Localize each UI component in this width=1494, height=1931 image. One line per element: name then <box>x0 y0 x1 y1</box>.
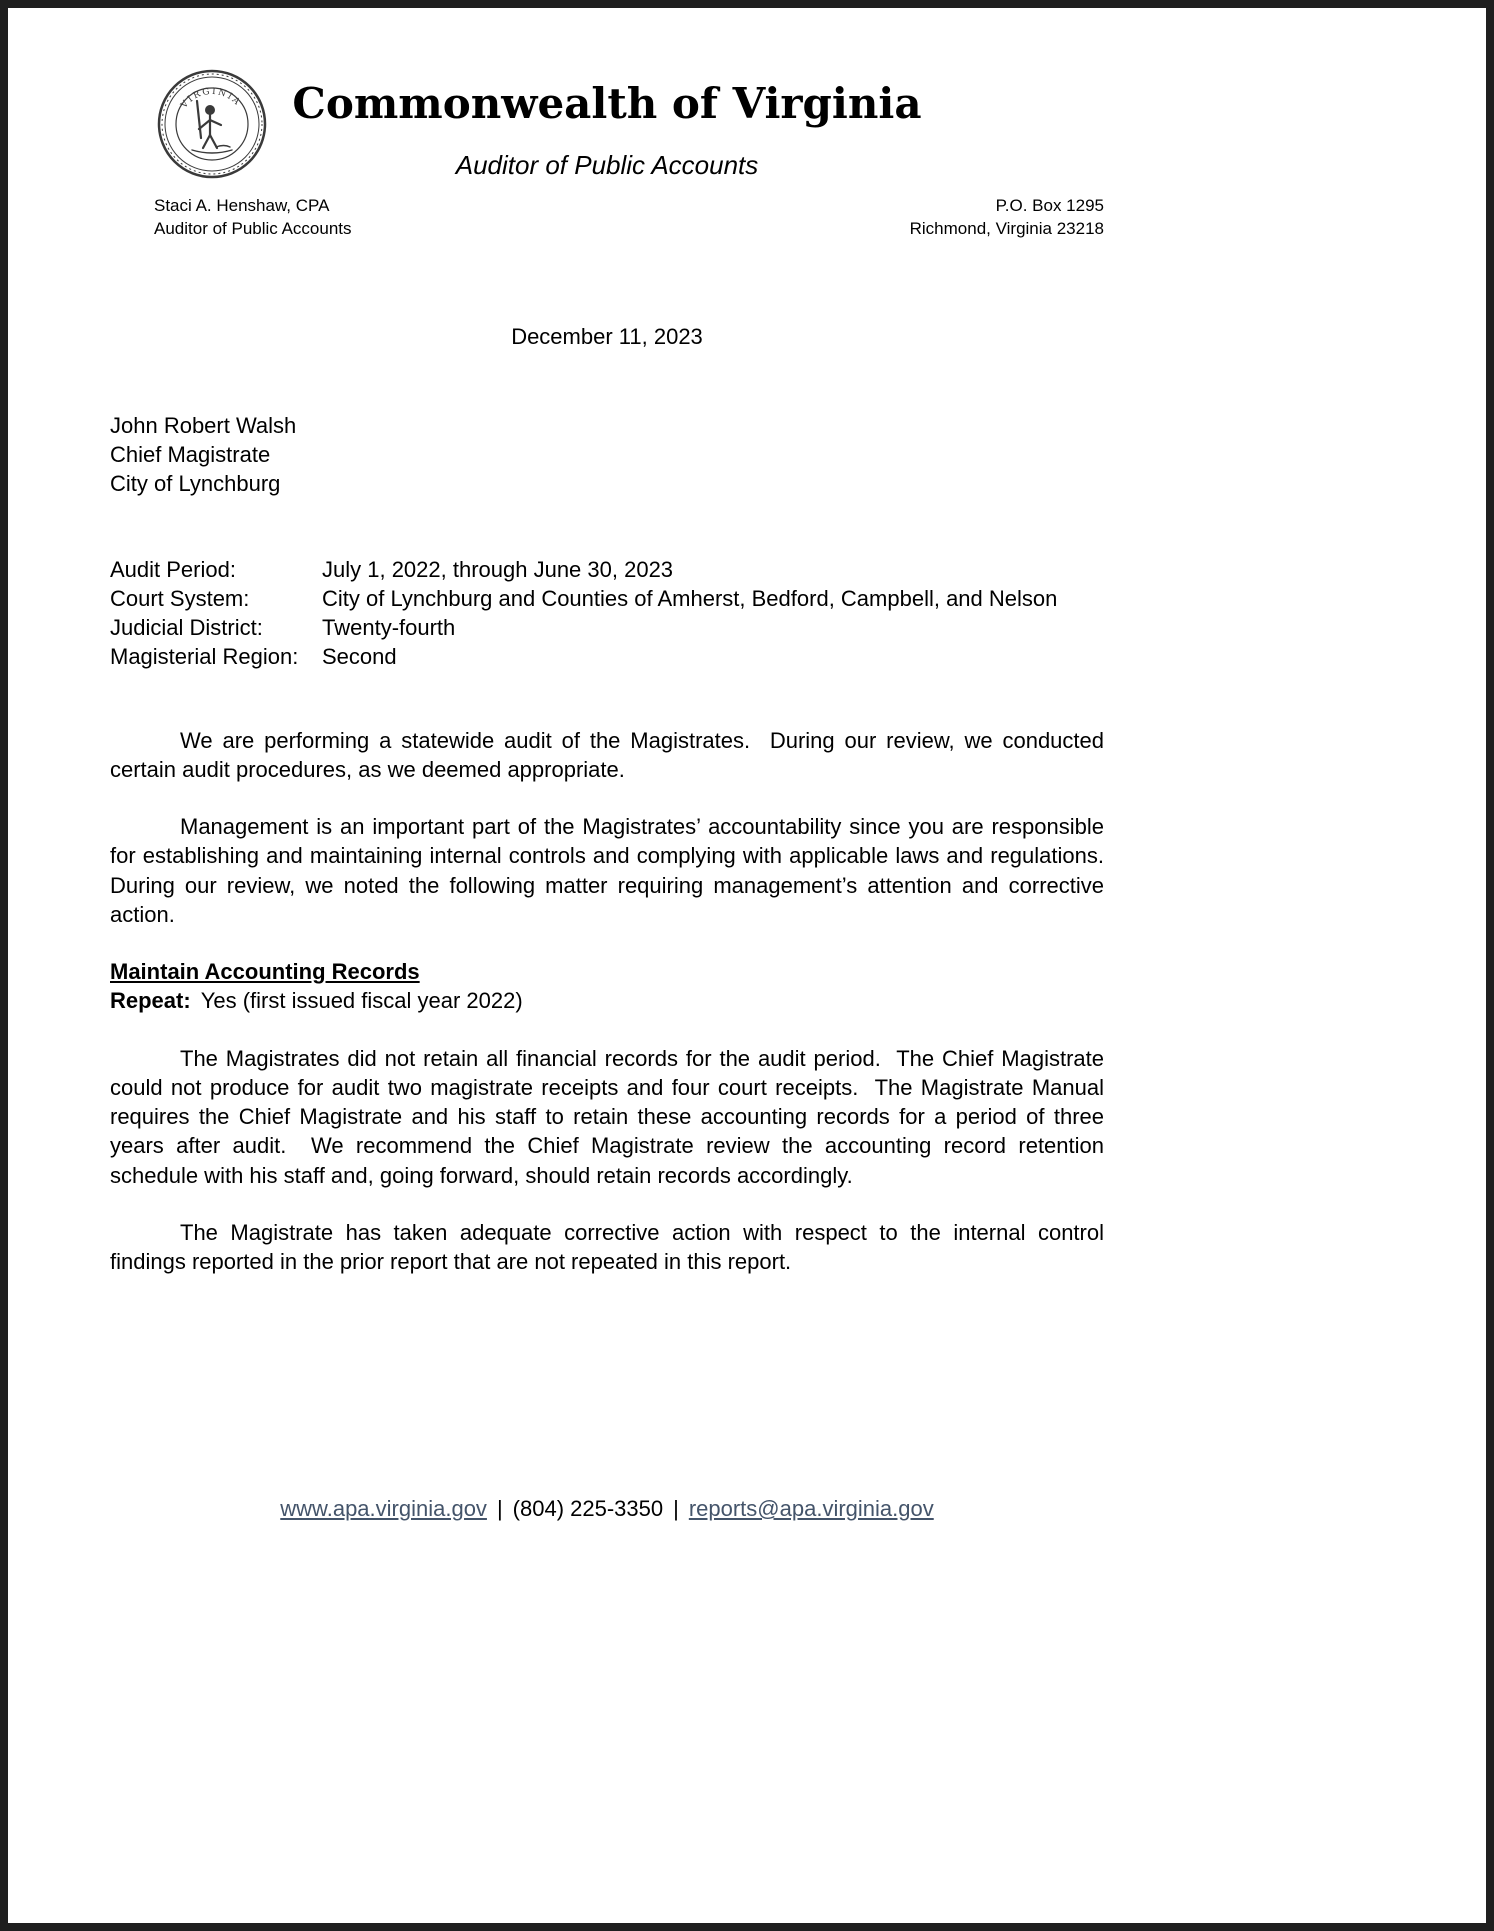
paragraph-finding-detail: The Magistrates did not retain all financial records for the audit period. The Chief Magistrate could not produce for audit two magistrate receipts and four court receipts. The Magistrate Manual requires the Chief Magistrate and his staff to retain these accounting records for a period of three years after audit. We recommend the Chief Magistrate review the accounting record retention schedule with his staff and, going forward, should retain records accordingly. <box>110 1045 1111 1188</box>
audit-row-magisterial-region <box>110 642 1104 671</box>
audit-period-value: July 1, 2022, through June 30, 2023 <box>322 556 674 582</box>
magisterial-region-label: Magisterial Region: <box>110 644 299 670</box>
audit-row-judicial-district <box>110 613 1104 642</box>
repeat-value: Yes (first issued fiscal year 2022) <box>200 988 523 1014</box>
paragraph-intro: We are performing a statewide audit of the Magistrates. During our review, we conducted certain audit procedures, as we deemed appropriate. <box>110 727 1111 782</box>
footer-separator-2: | <box>673 1496 679 1521</box>
address-line-1: P.O. Box 1295 <box>995 196 1104 216</box>
auditor-title: Auditor of Public Accounts <box>154 218 352 238</box>
letterhead-title: Commonwealth of Virginia <box>292 79 922 128</box>
footer-separator-1: | <box>496 1496 503 1521</box>
office-address-block <box>910 195 1104 239</box>
website-link[interactable]: www.apa.virginia.gov <box>280 1496 487 1521</box>
letterhead-contact-row <box>110 195 1104 239</box>
seal-graphic <box>156 68 268 180</box>
recipient-name: John Robert Walsh <box>110 412 297 438</box>
judicial-district-label: Judicial District: <box>110 615 263 641</box>
judicial-district-value: Twenty-fourth <box>322 615 456 641</box>
audit-row-period <box>110 555 1104 584</box>
auditor-name: Staci A. Henshaw, CPA <box>154 196 330 216</box>
auditor-name-block <box>110 195 352 239</box>
audit-row-court-system <box>110 584 1104 613</box>
paragraph-corrective-action: The Magistrate has taken adequate corrective action with respect to the internal control findings reported in the prior report that are not repeated in this report. <box>110 1219 1111 1275</box>
seal-text: VIRGINIA <box>179 86 243 111</box>
email-link[interactable]: reports@apa.virginia.gov <box>688 1496 934 1521</box>
letter-content <box>110 8 1117 1923</box>
letterhead <box>110 66 1104 240</box>
letterhead-subtitle: Auditor of Public Accounts <box>455 150 759 181</box>
audit-details-table <box>110 555 1104 672</box>
finding-heading: Maintain Accounting Records <box>110 959 420 985</box>
footer <box>110 1494 1104 1523</box>
paragraph-management: Management is an important part of the Magistrates’ accountability since you are responsible for establishing and maintaining internal controls and complying with applicable laws and regulations. During our review, we noted the following matter requiring management’s attention and corrective action. <box>110 814 1117 927</box>
court-system-label: Court System: <box>110 585 250 611</box>
recipient-title: Chief Magistrate <box>110 442 271 468</box>
recipient-location: City of Lynchburg <box>110 471 281 497</box>
court-system-value: City of Lynchburg and Counties of Amherst, Bedford, Campbell, and Nelson <box>322 585 1058 611</box>
footer-phone: (804) 225-3350 <box>512 1496 664 1521</box>
repeat-line <box>110 986 1104 1015</box>
address-line-2: Richmond, Virginia 23218 <box>909 218 1104 238</box>
letter-date: December 11, 2023 <box>511 323 703 349</box>
virginia-state-seal-icon <box>156 68 268 180</box>
audit-period-label: Audit Period: <box>110 556 236 582</box>
magisterial-region-value: Second <box>322 644 397 670</box>
recipient-block <box>110 411 1104 499</box>
repeat-label: Repeat: <box>110 988 191 1014</box>
